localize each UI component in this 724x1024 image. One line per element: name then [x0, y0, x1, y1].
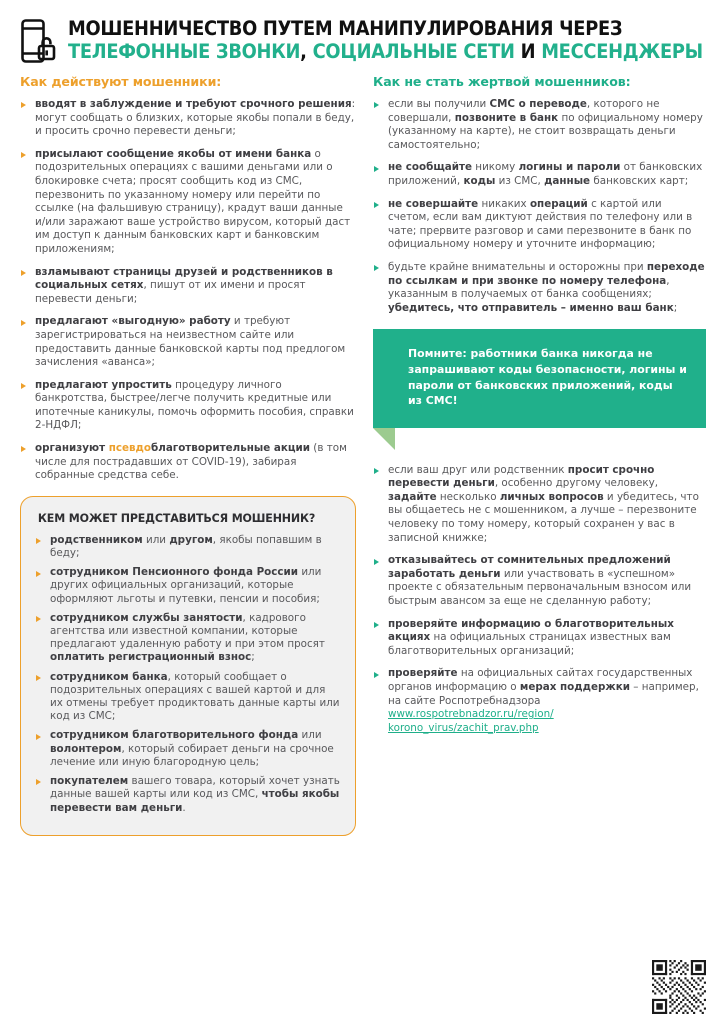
list-item [35, 775, 340, 815]
item-mid-1: никому [472, 161, 519, 174]
item-bold-1: переходе по ссылкам и при звонке по номеру телефона [388, 260, 705, 287]
item-rest: и требуют зарегистрироваться на неизвестном сайте или предоставить данные банковской карты под предлогом зачисления «аванса»; [35, 315, 346, 369]
item-rest: – например, на сайте Роспотребнадзора [388, 681, 699, 707]
list-item [20, 315, 356, 369]
item-rest: и убедитесь, что вы общаетесь не с мошенником, а лучше – перезвоните человеку по тому номеру, который сохранен у вас в записной книжке; [388, 490, 699, 544]
item-bold-3: коды [463, 174, 496, 187]
item-rest: ; [673, 301, 678, 314]
item-bold-2: другом [169, 533, 213, 546]
item-bold-lead: вводят в заблуждение и требуют срочного решения [35, 98, 352, 110]
list-item [35, 671, 340, 724]
item-mid-3: из СМС, [495, 174, 545, 187]
list-item [35, 729, 340, 769]
item-pre: если ваш друг или родственник [388, 463, 568, 476]
item-tail-end: . [182, 801, 186, 814]
list-item [373, 618, 706, 659]
item-rest: , кадрового агентства или известной компании, которые предлагают удаленную работу и при этом просят [50, 611, 325, 651]
item-bold-lead: сотрудником службы занятости [50, 611, 243, 624]
rospotrebnadzor-link-line-2[interactable]: korono_virus/zachit_prav.php [388, 721, 539, 734]
item-rest: на официальных страницах известных вам благотворительных организаций; [388, 631, 671, 657]
item-bold-lead: проверяйте информацию о благотворительных акциях [388, 617, 674, 644]
item-bold-lead: сотрудником благотворительного фонда [50, 729, 299, 742]
item-highlight-pseudo: псевдо [108, 442, 152, 455]
list-item [373, 554, 706, 608]
list-item [373, 198, 706, 252]
item-bold-lead: родственником [50, 533, 143, 546]
item-rest: вашего товара, который хочет узнать данные вашей карты или код из СМС, [50, 775, 340, 801]
item-mid-1: , особенно другому человеку, [494, 477, 658, 490]
remember-callout-wrapper [373, 329, 706, 427]
item-pre: если вы получили [388, 98, 490, 110]
item-mid: или [298, 729, 322, 742]
item-rest: процедуру личного банкротства, быстрее/легче получить кредитные или ипотечные каникулы, помочь оформить пособия, справки 2-НДФЛ; [35, 378, 354, 432]
item-bold-lead: покупателем [50, 775, 129, 788]
list-item [20, 442, 356, 483]
item-bold-2: убедитесь, что отправитель – именно ваш банк [388, 301, 674, 314]
list-item [373, 98, 706, 152]
item-bold-2: позвоните в банк [454, 111, 559, 124]
title-messengers: МЕССЕНДЖЕРЫ [541, 40, 703, 63]
item-rest: , который собирает деньги на срочное лечение или иную благородную цель; [50, 742, 334, 768]
left-column [20, 74, 356, 836]
item-bold-lead: предлагают «выгодную» работу [35, 315, 231, 328]
list-item [20, 379, 356, 433]
prevention-list-bottom [373, 464, 706, 736]
title-social-networks: СОЦИАЛЬНЫЕ СЕТИ [312, 40, 515, 63]
item-rest: по официальному номеру (указанному на карте), не стоит возвращать деньги самостоятельно; [388, 111, 703, 151]
fraudster-tactics-list [20, 98, 356, 483]
item-bold-lead-b: благотворительные акции [151, 442, 311, 455]
item-bold-lead: сотрудником Пенсионного фонда России [50, 566, 299, 579]
list-item [373, 464, 706, 546]
list-item [35, 566, 340, 606]
item-bold-tail: чтобы якобы перевести вам деньги [50, 788, 340, 814]
item-bold-2: операций [529, 197, 588, 210]
item-bold-3: личных вопросов [499, 490, 604, 503]
right-column [373, 74, 706, 836]
item-tail-end: ; [251, 651, 255, 664]
title-comma: , [300, 40, 307, 63]
item-bold-lead: отказывайтесь от сомнительных предложений заработать деньги [388, 554, 671, 580]
phone-lock-icon [20, 18, 56, 64]
item-bold-2: волонтером [50, 742, 122, 755]
list-item [373, 667, 706, 735]
item-mid-1: , указанным в получаемых от банка сообщениях; [388, 274, 670, 301]
title-conjunction: И [520, 40, 536, 63]
item-bold-4: данные [544, 174, 591, 187]
item-rest: , якобы попавшим в беду; [50, 533, 322, 560]
item-bold-lead: не сообщайте [388, 161, 473, 174]
item-mid-1: никаких [478, 197, 530, 210]
item-mid-1: , которого не совершали, [388, 98, 660, 124]
title-phone-calls: ТЕЛЕФОННЫЕ ЗВОНКИ [68, 40, 301, 63]
item-bold-lead: сотрудником банка [50, 670, 168, 683]
item-bold-lead: не совершайте [388, 197, 479, 210]
header-title-block [68, 16, 724, 63]
list-item [20, 266, 356, 307]
list-item [20, 98, 356, 139]
remember-callout: Помните: работники банка никогда не запрашивают коды безопасности, логины и пароли от банковских приложений, коды из СМС! [373, 329, 706, 427]
list-item [35, 534, 340, 560]
item-bold-lead: проверяйте [388, 667, 458, 680]
item-bold-lead: предлагают упростить [35, 378, 172, 391]
list-item [20, 148, 356, 257]
item-pre: будьте крайне внимательны и осторожны при [388, 260, 647, 273]
prevention-list-top [373, 98, 706, 315]
impersonation-box-title: КЕМ МОЖЕТ ПРЕДСТАВИТЬСЯ МОШЕННИК? [37, 510, 316, 525]
poster-header [0, 0, 724, 64]
item-bold-lead: присылают сообщение якобы от имени банка [35, 147, 312, 160]
left-column-heading: Как действуют мошенники: [20, 74, 222, 89]
poster-title-line-1: МОШЕННИЧЕСТВО ПУТЕМ МАНИПУЛИРОВАНИЯ ЧЕРЕЗ [68, 17, 623, 40]
item-mid-1: на официальных сайтах государственных органов информацию о [388, 667, 693, 693]
rospotrebnadzor-link-line-1[interactable]: www.rospotrebnadzor.ru/region/ [388, 708, 554, 721]
poster-title-line-2 [68, 40, 703, 63]
right-column-heading: Как не стать жертвой мошенников: [373, 74, 631, 89]
item-mid-2: от банковских приложений, [388, 161, 703, 187]
item-bold-2: логины и пароли [518, 161, 621, 174]
list-item [35, 612, 340, 665]
callout-tail [373, 428, 395, 450]
impersonation-list [35, 534, 340, 815]
poster-body [0, 64, 724, 836]
item-bold-1: просит срочно перевести деньги [388, 463, 655, 490]
item-rest: , пишут от их имени и просят перевести деньги; [35, 279, 306, 305]
item-bold-2: мерах поддержки [519, 681, 630, 693]
item-bold-1: СМС о переводе [489, 98, 587, 110]
item-mid-2: несколько [436, 490, 500, 503]
item-bold-lead: организуют [35, 442, 109, 455]
qr-code[interactable] [652, 960, 706, 1014]
item-rest: о подозрительных операциях с вашими деньгами или о блокировке счета; просят сообщить код из СМС, перезвонить по указанному номеру или перейти по ссылке (на фальшивую страницу), крадут ваши данные и/или заражают ваше устройство вирусом, который даст им доступ к данным банковских карт и банковским приложениям; [35, 147, 351, 255]
item-bold-tail: оплатить регистрационный взнос [50, 651, 252, 664]
item-rest: с картой или счетом, если вам диктуют действия по телефону или в чате; прервите разговор и сами перезвоните в банк по официальному номеру и уточните информацию; [388, 197, 693, 251]
item-bold-2: задайте [388, 490, 437, 503]
item-bold-lead: взламывают страницы друзей и родственников в социальных сетях [35, 265, 333, 292]
item-rest: или участвовать в «успешном» проекте с обязательным первоначальным взносом или быстрым авансом за еще не сделанную работу; [388, 567, 692, 608]
impersonation-box [20, 496, 356, 836]
item-rest: или других официальных организаций, которые оформляют льготы и путевки, пенсии и пособия; [50, 566, 322, 605]
item-mid: или [142, 533, 170, 546]
item-rest: : могут сообщать о близких, которые якобы попали в беду, и просить срочно перевести деньги; [35, 98, 356, 138]
item-rest: , который сообщает о подозрительных операциях с вашей картой и для их отмены требует продиктовать данные карты или код из СМС; [50, 670, 340, 723]
item-rest: банковских карт; [590, 174, 689, 187]
list-item [373, 161, 706, 188]
list-item [373, 261, 706, 315]
item-rest: (в том числе для пострадавших от COVID-19), забирая собранные средства себе. [35, 442, 347, 482]
